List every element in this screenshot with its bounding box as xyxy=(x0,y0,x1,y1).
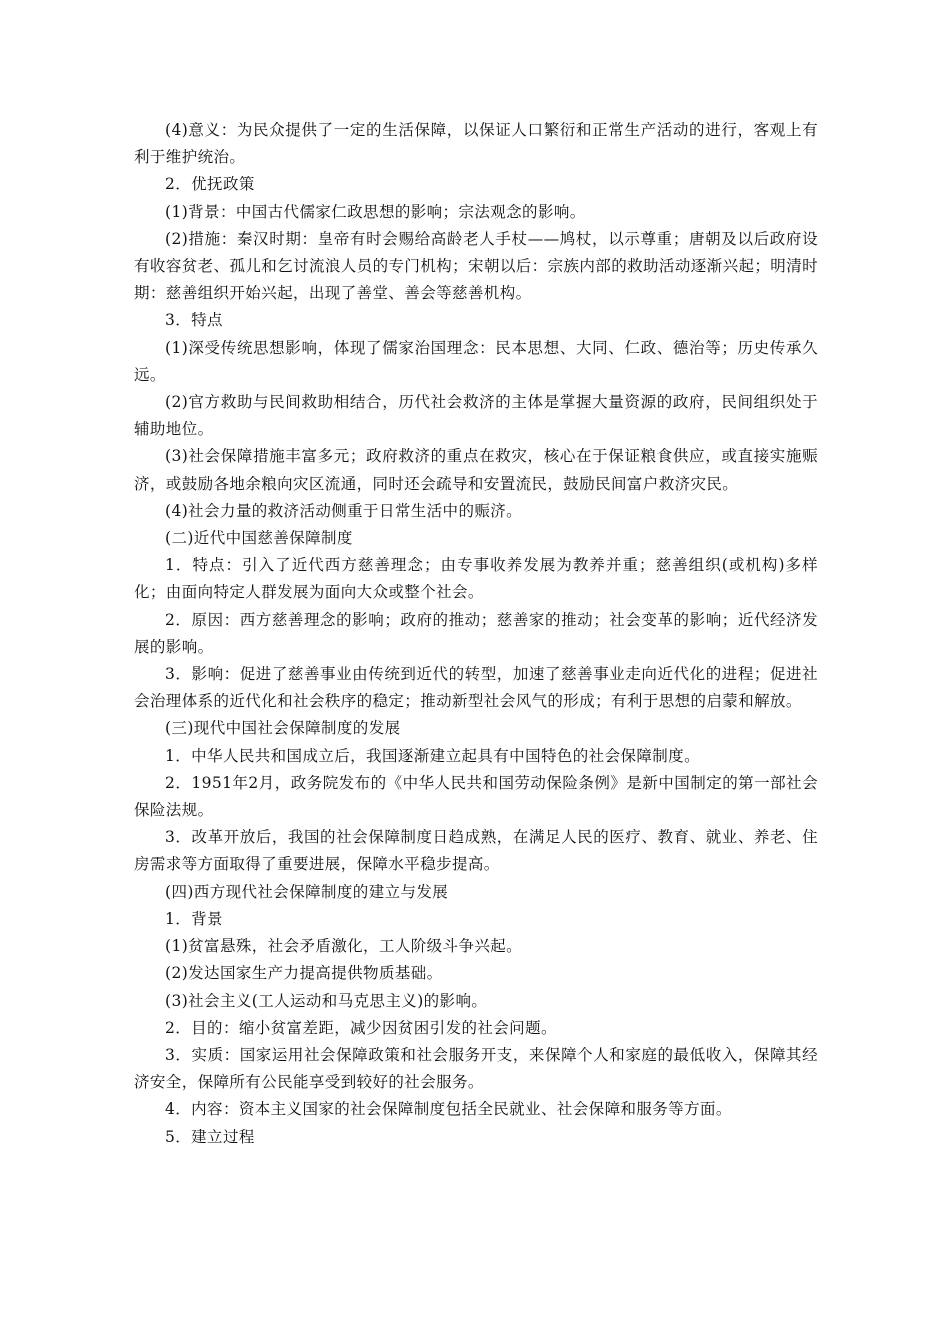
paragraph: (4)社会力量的救济活动侧重于日常生活中的赈济。 xyxy=(165,501,523,520)
document-page xyxy=(134,117,818,1151)
section-heading: 2．优抚政策 xyxy=(165,175,255,194)
paragraph: (1)深受传统思想影响，体现了儒家治国理念：民本思想、大同、仁政、德治等；历史传承久远。 xyxy=(134,338,818,384)
paragraph: (2)发达国家生产力提高提供物质基础。 xyxy=(165,964,443,983)
paragraph: 1．特点：引入了近代西方慈善理念；由专事收养发展为教养并重；慈善组织(或机构)多样化；由面向特定人群发展为面向大众或整个社会。 xyxy=(134,556,818,602)
paragraph: 3．实质：国家运用社会保障政策和社会服务开支，来保障个人和家庭的最低收入，保障其经济安全，保障所有公民能享受到较好的社会服务。 xyxy=(134,1045,818,1092)
paragraph: 4．内容：资本主义国家的社会保障制度包括全民就业、社会保障和服务等方面。 xyxy=(165,1100,732,1119)
section-heading: 1．背景 xyxy=(165,909,223,928)
paragraph: (1)背景：中国古代儒家仁政思想的影响；宗法观念的影响。 xyxy=(165,202,586,221)
paragraph: (3)社会保障措施丰富多元；政府救济的重点在救灾，核心在于保证粮食供应，或直接实施赈济，或鼓励各地余粮向灾区流通，同时还会疏导和安置流民，鼓励民间富户救济灾民。 xyxy=(134,447,818,493)
paragraph: 3．改革开放后，我国的社会保障制度日趋成熟，在满足人民的医疗、教育、就业、养老、住房需求等方面取得了重要进展，保障水平稳步提高。 xyxy=(134,828,818,874)
paragraph: (2)官方救助与民间救助相结合，历代社会救济的主体是掌握大量资源的政府，民间组织处于辅助地位。 xyxy=(134,393,818,439)
paragraph: 3．影响：促进了慈善事业由传统到近代的转型，加速了慈善事业走向近代化的进程；促进社会治理体系的近代化和社会秩序的稳定；推动新型社会风气的形成；有利于思想的启蒙和解放。 xyxy=(134,665,818,711)
paragraph: 2．目的：缩小贫富差距，减少因贫困引发的社会问题。 xyxy=(165,1018,557,1037)
paragraph: 2．原因：西方慈善理念的影响；政府的推动；慈善家的推动；社会变革的影响；近代经济发展的影响。 xyxy=(134,610,818,656)
section-heading: 3．特点 xyxy=(165,311,223,330)
paragraph: (2)措施：秦汉时期：皇帝有时会赐给高龄老人手杖——鸠杖，以示尊重；唐朝及以后政府设有收容贫老、孤儿和乞讨流浪人员的专门机构；宋朝以后：宗族内部的救助活动逐渐兴起；明清时期：慈善组织开始兴起，出现了善堂、善会等慈善机构。 xyxy=(134,229,818,303)
section-heading: (二)近代中国慈善保障制度 xyxy=(165,529,353,548)
paragraph: 1．中华人民共和国成立后，我国逐渐建立起具有中国特色的社会保障制度。 xyxy=(165,746,700,765)
section-heading: (三)现代中国社会保障制度的发展 xyxy=(165,719,401,738)
paragraph: 2．1951年2月，政务院发布的《中华人民共和国劳动保险条例》是新中国制定的第一部社会保险法规。 xyxy=(134,773,818,820)
section-heading: (四)西方现代社会保障制度的建立与发展 xyxy=(165,882,449,901)
paragraph: (4)意义：为民众提供了一定的生活保障，以保证人口繁衍和正常生产活动的进行，客观上有利于维护统治。 xyxy=(134,121,818,167)
paragraph: (3)社会主义(工人运动和马克思主义)的影响。 xyxy=(165,991,488,1010)
paragraph: (1)贫富悬殊，社会矛盾激化，工人阶级斗争兴起。 xyxy=(165,937,523,956)
section-heading: 5．建立过程 xyxy=(165,1127,255,1146)
